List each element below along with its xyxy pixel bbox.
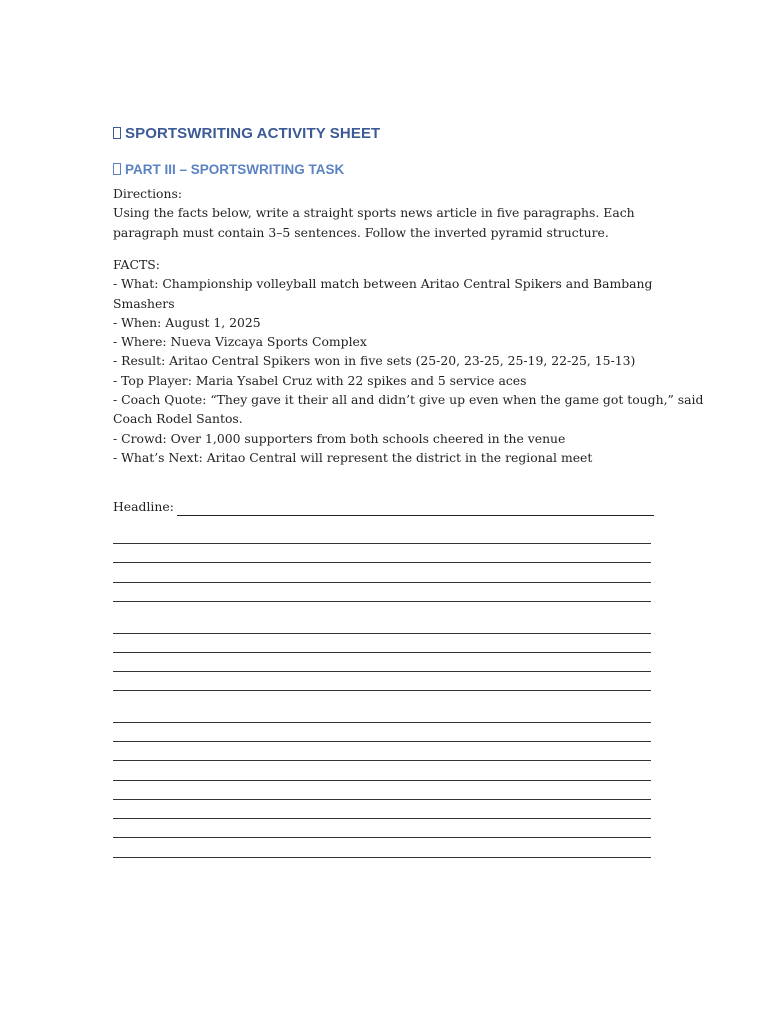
writing-line[interactable] bbox=[113, 760, 651, 761]
writing-line[interactable] bbox=[113, 741, 651, 742]
fact-line: - Result: Aritao Central Spikers won in five sets (25-20, 23-25, 25-19, 22-25, 15-13) bbox=[113, 353, 636, 369]
headline-label: Headline: bbox=[113, 499, 174, 514]
writing-line[interactable] bbox=[113, 799, 651, 800]
headline-field[interactable] bbox=[113, 497, 654, 516]
writing-line[interactable] bbox=[113, 601, 651, 602]
fact-line: - Coach Quote: “They gave it their all and didn’t give up even when the game got tough,” said bbox=[113, 392, 704, 408]
part-title bbox=[113, 162, 344, 177]
writing-line[interactable] bbox=[113, 582, 651, 583]
fact-line: Smashers bbox=[113, 295, 175, 311]
writing-line[interactable] bbox=[113, 633, 651, 634]
writing-line[interactable] bbox=[113, 818, 651, 819]
writing-line[interactable] bbox=[113, 562, 651, 563]
writing-line[interactable] bbox=[113, 652, 651, 653]
fact-line: - Where: Nueva Vizcaya Sports Complex bbox=[113, 334, 367, 350]
missing-glyph-icon bbox=[113, 127, 121, 139]
fact-line: - What: Championship volleyball match between Aritao Central Spikers and Bambang bbox=[113, 276, 653, 292]
sheet-title bbox=[113, 125, 380, 142]
writing-line[interactable] bbox=[113, 543, 651, 544]
directions-line-2: paragraph must contain 3–5 sentences. Follow the inverted pyramid structure. bbox=[113, 224, 609, 240]
writing-line[interactable] bbox=[113, 722, 651, 723]
fact-line: Coach Rodel Santos. bbox=[113, 411, 243, 427]
part-title-text: PART III – SPORTSWRITING TASK bbox=[125, 162, 345, 177]
writing-line[interactable] bbox=[113, 837, 651, 838]
writing-line[interactable] bbox=[113, 671, 651, 672]
directions-line-1: Using the facts below, write a straight sports news article in five paragraphs. Each bbox=[113, 205, 635, 221]
sheet-title-text: SPORTSWRITING ACTIVITY SHEET bbox=[125, 125, 381, 142]
directions-section bbox=[113, 184, 635, 242]
facts-section bbox=[113, 255, 703, 467]
writing-line[interactable] bbox=[113, 857, 651, 858]
missing-glyph-icon bbox=[113, 163, 121, 175]
fact-line: - Top Player: Maria Ysabel Cruz with 22 spikes and 5 service aces bbox=[113, 372, 527, 388]
headline-blank-line[interactable] bbox=[177, 501, 654, 516]
fact-line: - Crowd: Over 1,000 supporters from both schools cheered in the venue bbox=[113, 430, 566, 446]
writing-line[interactable] bbox=[113, 780, 651, 781]
writing-line[interactable] bbox=[113, 690, 651, 691]
directions-label: Directions: bbox=[113, 186, 183, 201]
facts-label: FACTS: bbox=[113, 257, 160, 272]
fact-line: - When: August 1, 2025 bbox=[113, 314, 261, 330]
fact-line: - What’s Next: Aritao Central will represent the district in the regional meet bbox=[113, 449, 593, 465]
